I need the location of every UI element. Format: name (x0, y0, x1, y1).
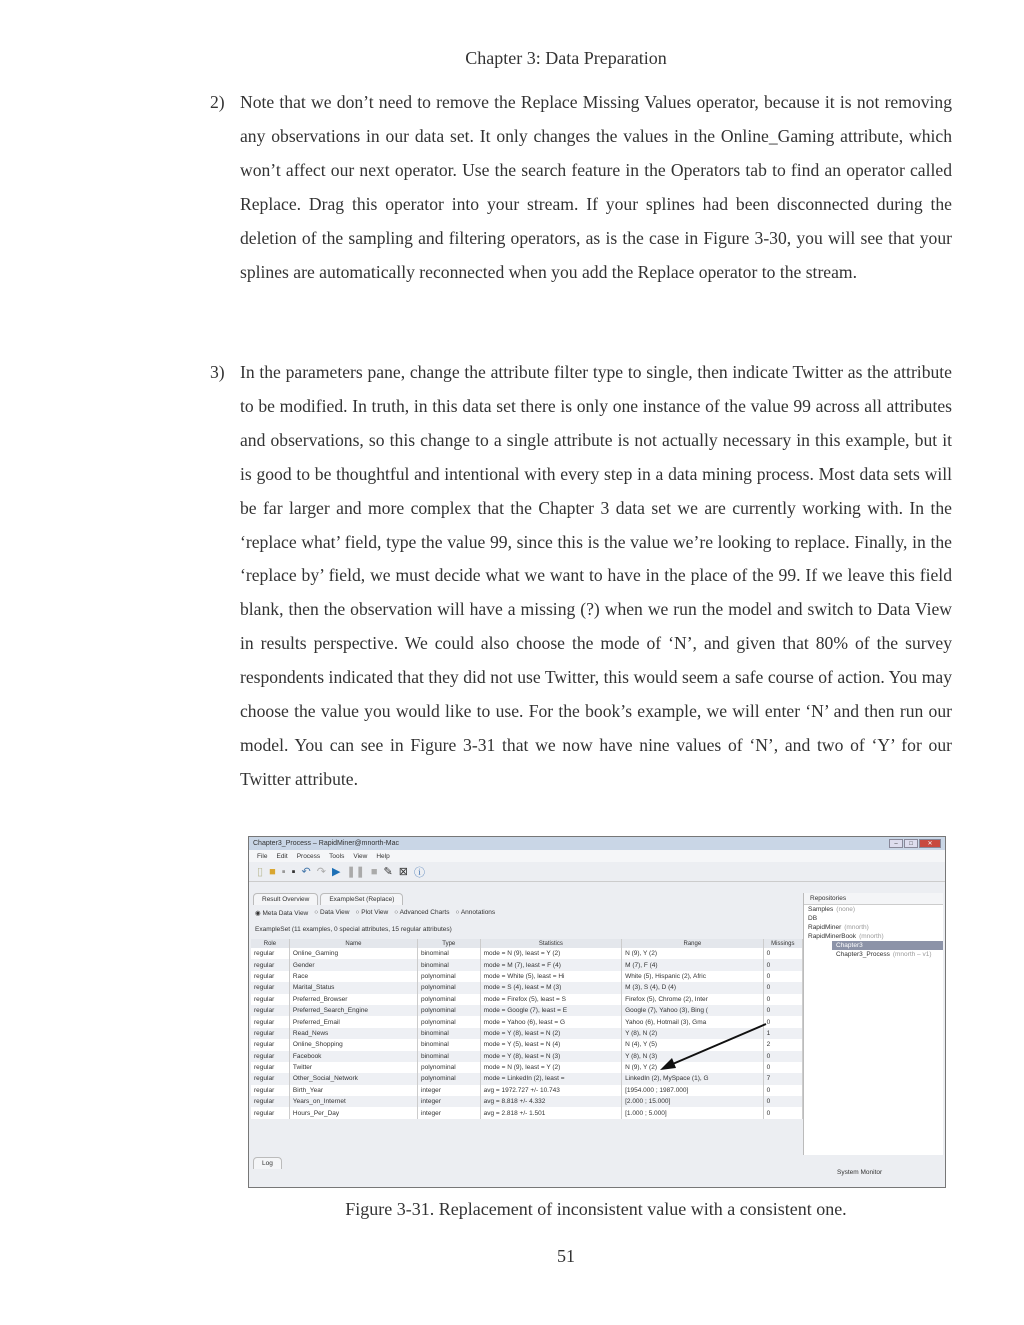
repository-item[interactable] (804, 932, 943, 941)
save-as-icon[interactable]: ▪ (291, 865, 296, 878)
table-cell: binominal (417, 1051, 480, 1062)
table-cell: polynominal (417, 1016, 480, 1027)
table-cell: avg = 8.818 +/- 4.332 (480, 1096, 622, 1107)
table-cell: N (9), Y (2) (622, 1062, 763, 1073)
radio-data-view[interactable]: ○ Data View (314, 909, 350, 916)
item-number: 3) (210, 362, 225, 382)
table-row[interactable] (251, 1107, 803, 1118)
table-cell: Online_Shopping (289, 1039, 417, 1050)
radio-label: Meta Data View (262, 910, 309, 917)
table-cell: regular (251, 1051, 289, 1062)
table-cell: Preferred_Email (289, 1016, 417, 1027)
table-cell: [2.000 ; 15.000] (622, 1096, 763, 1107)
stop-icon[interactable]: ■ (370, 865, 378, 878)
new-icon[interactable]: ▯ (257, 866, 264, 878)
table-row[interactable] (251, 1096, 803, 1107)
undo-icon[interactable]: ↶ (301, 866, 311, 878)
table-cell: Other_Social_Network (289, 1073, 417, 1084)
window-title: Chapter3_Process – RapidMiner@mnorth-Mac (253, 840, 399, 847)
item-number: 2) (210, 92, 225, 112)
radio-label: Data View (319, 909, 350, 916)
table-cell: avg = 2.818 +/- 1.501 (480, 1107, 622, 1118)
table-cell: Online_Gaming (289, 948, 417, 959)
table-cell: regular (251, 1028, 289, 1039)
close-icon[interactable]: ✕ (919, 839, 941, 848)
radio-label: Advanced Charts (399, 909, 450, 916)
table-cell: polynominal (417, 994, 480, 1005)
log-panel (253, 1157, 282, 1169)
table-cell: 0 (763, 1051, 802, 1062)
table-cell: integer (417, 1107, 480, 1118)
table-cell: Facebook (289, 1051, 417, 1062)
table-cell: binominal (417, 948, 480, 959)
table-cell: mode = N (9), least = Y (2) (480, 948, 622, 959)
table-cell: 0 (763, 1085, 802, 1096)
menu-view[interactable]: View (353, 852, 368, 860)
repository-item[interactable] (804, 914, 943, 923)
menu-file[interactable]: File (257, 852, 268, 860)
rapidminer-screenshot (248, 836, 946, 1188)
table-cell: mode = Firefox (5), least = S (480, 994, 622, 1005)
table-cell: binominal (417, 1028, 480, 1039)
table-cell: mode = White (5), least = Hi (480, 971, 622, 982)
exampleset-info: ExampleSet (11 examples, 0 special attributes, 15 regular attributes) (255, 926, 452, 933)
run-icon[interactable]: ▶ (331, 866, 341, 878)
table-row[interactable] (251, 1005, 803, 1016)
table-cell: regular (251, 1016, 289, 1027)
minimize-icon[interactable]: – (889, 839, 903, 848)
table-cell: regular (251, 1085, 289, 1096)
table-cell: regular (251, 982, 289, 993)
table-cell: M (7), F (4) (622, 959, 763, 970)
table-cell: regular (251, 1005, 289, 1016)
table-cell: Y (8), N (2) (622, 1028, 763, 1039)
table-cell: mode = Y (5), least = N (4) (480, 1039, 622, 1050)
tab-exampleset[interactable]: ExampleSet (Replace) (320, 893, 403, 905)
radio-meta-data-view[interactable]: ◉ Meta Data View (255, 910, 309, 917)
figure-caption: Figure 3-31. Replacement of inconsistent value with a consistent one. (345, 1199, 847, 1219)
table-cell: mode = Yahoo (6), least = G (480, 1016, 622, 1027)
repository-name: DB (808, 915, 818, 922)
column-header[interactable]: Role (251, 939, 289, 948)
table-row[interactable] (251, 948, 803, 959)
table-cell: regular (251, 1039, 289, 1050)
table-cell: 0 (763, 1005, 802, 1016)
redo-icon[interactable]: ↷ (316, 866, 326, 878)
arrow-annotation (654, 1022, 774, 1072)
table-cell: regular (251, 948, 289, 959)
table-cell: mode = S (4), least = M (3) (480, 982, 622, 993)
radio-label: Annotations (460, 909, 496, 916)
repository-item[interactable] (804, 905, 943, 914)
table-cell: regular (251, 994, 289, 1005)
table-cell: polynominal (417, 1073, 480, 1084)
repository-item[interactable] (804, 923, 943, 932)
table-row[interactable] (251, 959, 803, 970)
table-cell: 1 (763, 1028, 802, 1039)
table-cell: 0 (763, 1096, 802, 1107)
table-row[interactable] (251, 982, 803, 993)
running-header: Chapter 3: Data Preparation (465, 48, 667, 68)
menu-bar (249, 850, 945, 862)
window-title-bar (249, 837, 945, 850)
table-cell: Google (7), Yahoo (3), Bing ( (622, 1005, 763, 1016)
table-cell: regular (251, 1073, 289, 1084)
column-header[interactable]: Statistics (480, 939, 622, 948)
repository-name: RapidMinerBook (808, 933, 857, 940)
table-cell: Birth_Year (289, 1085, 417, 1096)
table-row[interactable] (251, 1085, 803, 1096)
repository-meta: (mnorth) (844, 924, 869, 931)
item-text: Note that we don’t need to remove the Replace Missing Values operator, because it is not removing any observations in our data set. It only changes the values in the Online_Gaming attribute, which won’t affect our next operator. Use the search feature in the Operators tab to find an operator called Replace. Drag this operator into your stream. If your splines had been disconnected during the deletion of the sampling and filtering operators, as is the case in Figure 3-30, you will see that your splines are automatically reconnected when you add the Replace operator to the stream. (240, 92, 952, 282)
table-cell: integer (417, 1085, 480, 1096)
results-perspective-icon[interactable]: ⊠ (398, 866, 408, 878)
info-icon[interactable]: ⓘ (413, 866, 425, 879)
repository-tree (804, 905, 943, 959)
table-row[interactable] (251, 994, 803, 1005)
table-cell: Years_on_Internet (289, 1096, 417, 1107)
table-cell: regular (251, 1062, 289, 1073)
table-cell: regular (251, 971, 289, 982)
radio-annotations[interactable]: ○ Annotations (455, 909, 496, 916)
table-cell: mode = Y (8), least = N (3) (480, 1051, 622, 1062)
list-item-3 (210, 356, 952, 797)
repository-name: Chapter3 (836, 942, 863, 949)
table-cell: 0 (763, 982, 802, 993)
menu-process[interactable]: Process (296, 852, 321, 860)
table-cell: Hours_Per_Day (289, 1107, 417, 1118)
tab-repositories[interactable]: Repositories (804, 893, 943, 905)
table-cell: Preferred_Browser (289, 994, 417, 1005)
menu-help[interactable]: Help (376, 852, 390, 860)
table-cell: mode = Y (8), least = N (2) (480, 1028, 622, 1039)
column-header[interactable]: Type (417, 939, 480, 948)
tab-system-monitor[interactable]: System Monitor (837, 1169, 883, 1176)
table-cell: 0 (763, 1107, 802, 1118)
column-header[interactable]: Name (289, 939, 417, 948)
repository-name: Samples (808, 906, 834, 913)
table-cell: N (9), Y (2) (622, 948, 763, 959)
table-cell: polynominal (417, 1005, 480, 1016)
open-icon[interactable]: ■ (269, 865, 276, 878)
table-cell: 7 (763, 1073, 802, 1084)
list-item-2 (210, 86, 952, 289)
table-cell: 0 (763, 994, 802, 1005)
table-cell: regular (251, 1096, 289, 1107)
pause-icon[interactable]: ❚❚ (346, 866, 365, 878)
repository-name: Chapter3_Process (836, 951, 890, 958)
table-row[interactable] (251, 971, 803, 982)
table-cell: avg = 1972.727 +/- 10.743 (480, 1085, 622, 1096)
table-cell: Yahoo (6), Hotmail (3), Gma (622, 1016, 763, 1027)
maximize-icon[interactable]: □ (904, 839, 918, 848)
table-cell: Read_News (289, 1028, 417, 1039)
column-header[interactable]: Missings (763, 939, 802, 948)
design-perspective-icon[interactable]: ✎ (383, 866, 393, 878)
table-cell: Preferred_Search_Engine (289, 1005, 417, 1016)
table-cell: polynominal (417, 982, 480, 993)
radio-label: Plot View (361, 909, 389, 916)
table-cell: binominal (417, 959, 480, 970)
table-cell: Marital_Status (289, 982, 417, 993)
table-cell: Race (289, 971, 417, 982)
column-header[interactable]: Range (622, 939, 763, 948)
table-cell: Gender (289, 959, 417, 970)
menu-edit[interactable]: Edit (276, 852, 288, 860)
table-cell: 0 (763, 948, 802, 959)
repositories-panel (803, 893, 943, 1155)
table-cell: binominal (417, 1039, 480, 1050)
table-cell: 0 (763, 1016, 802, 1027)
table-cell: Firefox (5), Chrome (2), Inter (622, 994, 763, 1005)
table-cell: mode = N (9), least = Y (2) (480, 1062, 622, 1073)
repository-meta: (none) (836, 906, 856, 913)
menu-tools[interactable]: Tools (329, 852, 345, 860)
table-cell: LinkedIn (2), MySpace (1), G (622, 1073, 763, 1084)
toolbar (249, 862, 945, 882)
repository-meta: (mnorth – v1) (892, 951, 932, 958)
table-cell: 2 (763, 1039, 802, 1050)
table-cell: 0 (763, 1062, 802, 1073)
table-cell: mode = M (7), least = F (4) (480, 959, 622, 970)
item-text: In the parameters pane, change the attribute filter type to single, then indicate Twitter as the attribute to be modified. In truth, in this data set there is only one instance of the value 99 across all attributes and observations, so this change to a single attribute is not actually necessary in this example, but it is good to be thoughtful and intentional with every step in a data mining process. Most data sets will be far larger and more complex that the Chapter 3 data set we are currently working with. In the ‘replace what’ field, type the value 99, since this is the value we’re looking to replace. Finally, in the ‘replace by’ field, we must decide what we want to have in the place of the 99. If we leave this field blank, then the observation will have a missing (?) when we run the model and switch to Data View in results perspective. We could also choose the mode of ‘N’, and given that 80% of the survey respondents indicated that they did not use Twitter, this would seem a safe course of action. You may choose the value you would like to use. For the book’s example, we will enter ‘N’ and then run our model. You can see in Figure 3-31 that we now have nine values of ‘N’, and two of ‘Y’ for our Twitter attribute. (240, 362, 952, 789)
table-cell: 0 (763, 959, 802, 970)
table-cell: [1954.000 ; 1987.000] (622, 1085, 763, 1096)
repository-item[interactable] (832, 941, 943, 950)
table-cell: mode = Google (7), least = E (480, 1005, 622, 1016)
table-cell: polynominal (417, 1062, 480, 1073)
repository-meta: (mnorth) (859, 933, 884, 940)
table-cell: 0 (763, 971, 802, 982)
table-cell: [1.000 ; 5.000] (622, 1107, 763, 1118)
table-cell: regular (251, 1107, 289, 1118)
table-cell: regular (251, 959, 289, 970)
radio-plot-view[interactable]: ○ Plot View (355, 909, 389, 916)
table-cell: N (4), Y (5) (622, 1039, 763, 1050)
save-icon[interactable]: ▪ (281, 865, 286, 878)
tab-result-overview[interactable]: Result Overview (253, 893, 318, 905)
page-number: 51 (557, 1246, 575, 1266)
table-cell: M (3), S (4), D (4) (622, 982, 763, 993)
tab-log[interactable]: Log (253, 1157, 282, 1169)
view-radio-group (255, 909, 495, 917)
repository-name: RapidMiner (808, 924, 842, 931)
table-cell: White (5), Hispanic (2), Afric (622, 971, 763, 982)
repository-item[interactable] (832, 950, 943, 959)
table-cell: integer (417, 1096, 480, 1107)
table-row[interactable] (251, 1073, 803, 1084)
radio-advanced-charts[interactable]: ○ Advanced Charts (394, 909, 450, 916)
table-cell: polynominal (417, 971, 480, 982)
table-cell: mode = LinkedIn (2), least = (480, 1073, 622, 1084)
table-cell: Y (8), N (3) (622, 1051, 763, 1062)
table-cell: Twitter (289, 1062, 417, 1073)
